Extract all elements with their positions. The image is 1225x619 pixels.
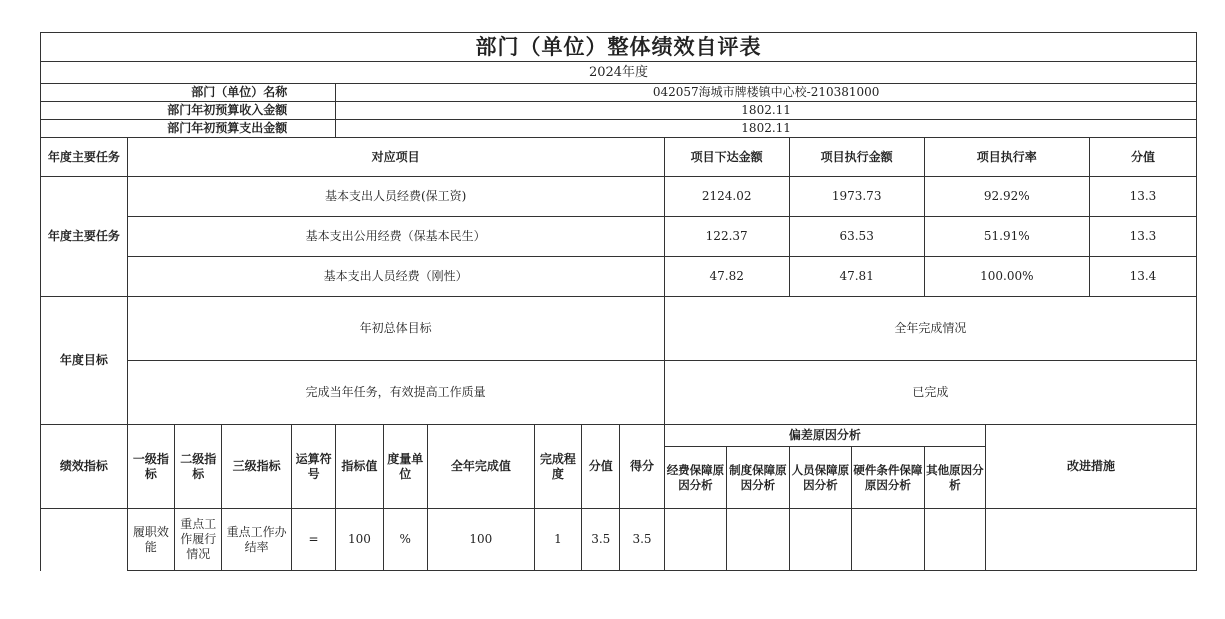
task-row — [41, 257, 1197, 297]
task-score-value: 13.3 — [1089, 217, 1196, 257]
task-rate: 92.92% — [924, 177, 1089, 217]
kpi-label: 绩效指标 — [41, 425, 128, 509]
kpi-dev-staff — [789, 509, 851, 571]
improvement-header: 改进措施 — [986, 425, 1197, 509]
kpi-score: 3.5 — [620, 509, 664, 571]
task-executed: 47.81 — [789, 257, 924, 297]
unit-name-label: 部门（单位）名称 — [41, 84, 336, 102]
completion-text: 已完成 — [664, 361, 1196, 425]
kpi-improvement — [986, 509, 1197, 571]
kpi-unit: % — [383, 509, 427, 571]
expense-budget-value: 1802.11 — [336, 120, 1197, 138]
initial-goal-text: 完成当年任务，有效提高工作质量 — [127, 361, 664, 425]
dev-other-header: 其他原因分析 — [924, 447, 985, 509]
level3-header: 三级指标 — [222, 425, 292, 509]
task-rate: 51.91% — [924, 217, 1089, 257]
kpi-level2: 重点工作履行情况 — [175, 509, 222, 571]
info-row — [41, 102, 1197, 120]
task-row — [41, 177, 1197, 217]
task-group-label: 年度主要任务 — [41, 177, 128, 297]
execution-rate-header: 项目执行率 — [924, 138, 1089, 177]
dev-system-header: 制度保障原因分析 — [727, 447, 789, 509]
task-item-header: 对应项目 — [127, 138, 664, 177]
dev-staff-header: 人员保障原因分析 — [789, 447, 851, 509]
annual-goal-label: 年度目标 — [41, 297, 128, 425]
task-assigned: 47.82 — [664, 257, 789, 297]
goal-row — [41, 361, 1197, 425]
income-budget-value: 1802.11 — [336, 102, 1197, 120]
task-header-row — [41, 138, 1197, 177]
fiscal-year: 2024年度 — [41, 62, 1197, 84]
kpi-row — [41, 509, 1197, 571]
executed-amount-header: 项目执行金额 — [789, 138, 924, 177]
kpi-completion: 1 — [534, 509, 581, 571]
operator-header: 运算符号 — [291, 425, 335, 509]
kpi-header-row — [41, 425, 1197, 447]
sheet-title: 部门（单位）整体绩效自评表 — [41, 33, 1197, 62]
kpi-group-cell — [41, 509, 128, 571]
kpi-dev-hardware — [852, 509, 925, 571]
info-row — [41, 120, 1197, 138]
kpi-score-value-header: 分值 — [582, 425, 620, 509]
kpi-level1: 履职效能 — [127, 509, 174, 571]
goal-header-row — [41, 297, 1197, 361]
kpi-dev-funding — [664, 509, 726, 571]
initial-goal-header: 年初总体目标 — [127, 297, 664, 361]
info-row — [41, 84, 1197, 102]
task-executed: 63.53 — [789, 217, 924, 257]
target-header: 指标值 — [336, 425, 383, 509]
kpi-target: 100 — [336, 509, 383, 571]
task-executed: 1973.73 — [789, 177, 924, 217]
kpi-dev-system — [727, 509, 789, 571]
expense-budget-label: 部门年初预算支出金额 — [41, 120, 336, 138]
task-header-label: 年度主要任务 — [41, 138, 128, 177]
task-score-value: 13.3 — [1089, 177, 1196, 217]
task-row — [41, 217, 1197, 257]
level1-header: 一级指标 — [127, 425, 174, 509]
unit-header: 度量单位 — [383, 425, 427, 509]
actual-header: 全年完成值 — [427, 425, 534, 509]
task-assigned: 122.37 — [664, 217, 789, 257]
kpi-operator: = — [291, 509, 335, 571]
completion-degree-header: 完成程度 — [534, 425, 581, 509]
performance-evaluation-sheet — [40, 32, 1197, 571]
kpi-level3: 重点工作办结率 — [222, 509, 292, 571]
kpi-score-header: 得分 — [620, 425, 664, 509]
unit-name-value: 042057海城市牌楼镇中心校-210381000 — [336, 84, 1197, 102]
task-name: 基本支出人员经费(保工资) — [127, 177, 664, 217]
task-assigned: 2124.02 — [664, 177, 789, 217]
task-score-value: 13.4 — [1089, 257, 1196, 297]
kpi-dev-other — [924, 509, 985, 571]
kpi-actual: 100 — [427, 509, 534, 571]
dev-funding-header: 经费保障原因分析 — [664, 447, 726, 509]
dev-hardware-header: 硬件条件保障原因分析 — [852, 447, 925, 509]
completion-header: 全年完成情况 — [664, 297, 1196, 361]
kpi-score-value: 3.5 — [582, 509, 620, 571]
assigned-amount-header: 项目下达金额 — [664, 138, 789, 177]
score-value-header: 分值 — [1089, 138, 1196, 177]
income-budget-label: 部门年初预算收入金额 — [41, 102, 336, 120]
task-name: 基本支出人员经费（刚性） — [127, 257, 664, 297]
level2-header: 二级指标 — [175, 425, 222, 509]
task-rate: 100.00% — [924, 257, 1089, 297]
evaluation-table — [40, 32, 1197, 571]
task-name: 基本支出公用经费（保基本民生） — [127, 217, 664, 257]
deviation-header: 偏差原因分析 — [664, 425, 985, 447]
